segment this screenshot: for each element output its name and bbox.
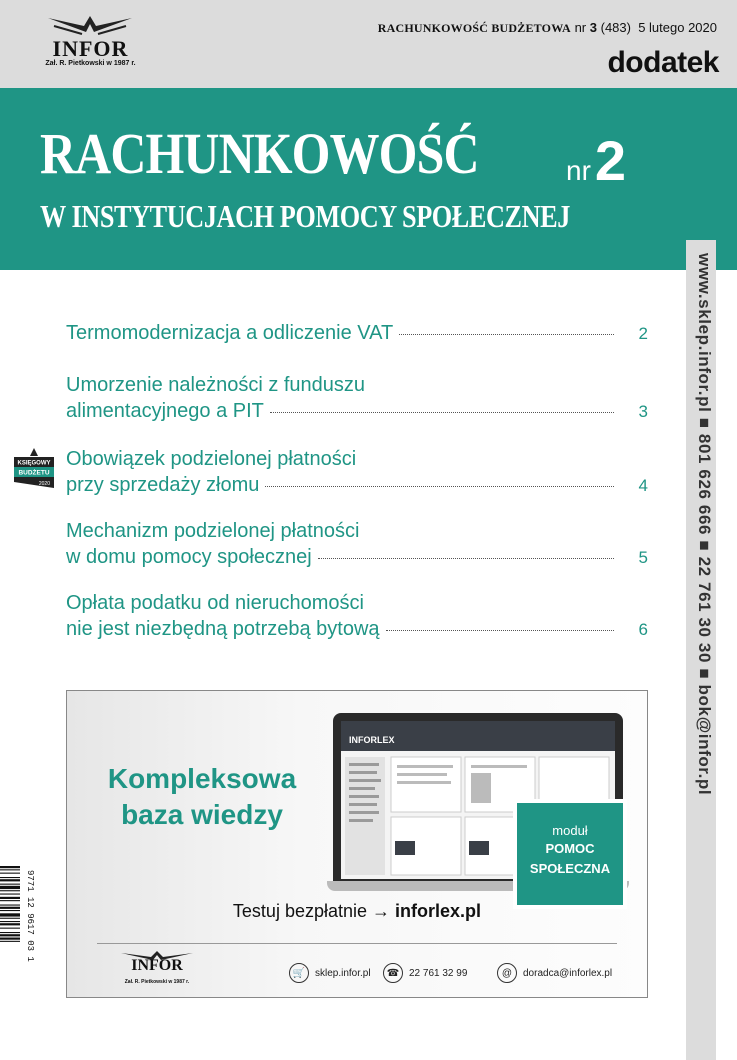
toc-item[interactable]: [66, 320, 648, 346]
ad-heading: [67, 761, 337, 833]
ad-divider: [97, 943, 617, 944]
toc-title: Umorzenie należności z funduszu: [66, 374, 366, 396]
module-name-line-1: POMOC: [545, 841, 595, 856]
module-label: moduł: [552, 823, 588, 838]
mail-icon: @: [497, 963, 517, 983]
cart-icon: 🛒: [289, 963, 309, 983]
barcode-bar: [0, 941, 20, 942]
barcode-bar: [0, 877, 20, 878]
toc-item[interactable]: [66, 590, 648, 642]
toc-title: nie jest niezbędną potrzebą bytową: [66, 618, 380, 640]
module-box: [513, 799, 627, 909]
barcode-bar: [0, 923, 20, 925]
ksiegowy-budzetu-badge: [14, 448, 54, 490]
contact-phone[interactable]: [383, 963, 467, 983]
contact-phone-text: 22 761 32 99: [409, 967, 468, 979]
toc-title: przy sprzedaży złomu: [66, 474, 260, 496]
barcode-bar: [0, 907, 20, 909]
barcode-digits: 9771 12 9617 03 1: [25, 870, 35, 962]
cta-text: Testuj bezpłatnie: [232, 901, 368, 921]
title-line-1: RACHUNKOWOŚĆ: [40, 121, 479, 186]
wings-icon: [46, 14, 134, 36]
contact-sidebar-text-wrap: [688, 253, 714, 796]
contact-mail[interactable]: [497, 963, 612, 983]
toc-title: Termomodernizacja a odliczenie VAT: [66, 322, 394, 344]
contact-shop[interactable]: [289, 963, 371, 983]
toc-item[interactable]: [66, 372, 648, 424]
contact-sidebar-text: www.sklep.infor.pl ■ 801 626 666 ■ 22 761 30 30 ■ bok@infor.pl: [695, 253, 714, 796]
barcode-bar: [0, 913, 20, 916]
ad-logo-text: INFOR: [131, 957, 183, 974]
issue-date: 5 lutego 2020: [638, 20, 717, 35]
toc-page: 4: [638, 476, 648, 495]
ad-infor-logo: [117, 951, 197, 989]
contact-mail-text: doradca@inforlex.pl: [523, 967, 613, 979]
ad-heading-line-1: Kompleksowa: [107, 763, 297, 794]
barcode-bar: [0, 886, 20, 889]
phone-icon: ☎: [383, 963, 403, 983]
toc-item[interactable]: [66, 518, 648, 570]
toc-title: Mechanizm podzielonej płatności: [66, 520, 360, 542]
toc-leader: [386, 630, 614, 631]
toc-title: Opłata podatku od nieruchomości: [66, 592, 364, 614]
title-number: [566, 128, 626, 193]
nr-label: nr: [574, 20, 587, 35]
issue-number: 3: [589, 20, 597, 35]
barcode-bar: [0, 897, 20, 899]
contact-shop-text: sklep.infor.pl: [315, 967, 371, 979]
issue-line: [378, 20, 717, 36]
barcode-bar: [0, 928, 20, 929]
inforlex-ad[interactable]: [66, 690, 648, 998]
infor-logo: [38, 14, 143, 74]
barcode-bar: [0, 918, 20, 919]
barcode-bar: [0, 921, 20, 922]
barcode-bar: [0, 890, 20, 891]
barcode-bar: [0, 894, 20, 895]
toc-item[interactable]: [66, 446, 648, 498]
publication-name: RACHUNKOWOŚĆ BUDŻETOWA: [377, 21, 571, 35]
logo-text: INFOR: [52, 36, 129, 61]
toc-page: 6: [638, 620, 648, 639]
barcode: [0, 866, 35, 1016]
barcode-bar: [0, 938, 20, 940]
title-nr-value: 2: [594, 129, 627, 192]
barcode-bar: [0, 905, 20, 906]
toc-page: 3: [638, 402, 648, 421]
screen-brand: INFORLEX: [341, 721, 615, 751]
badge-year: 2020: [38, 481, 50, 487]
barcode-bar: [0, 866, 20, 868]
toc-page: 2: [638, 324, 648, 343]
ad-heading-line-2: baza wiedzy: [121, 799, 283, 830]
toc-page: 5: [638, 548, 648, 567]
toc-leader: [399, 334, 614, 335]
logo-subtext: Zał. R. Pietkowski w 1987 r.: [45, 60, 136, 67]
module-name-line-2: SPOŁECZNA: [529, 861, 611, 876]
title-line-2: W INSTYTUCJACH POMOCY SPOŁECZNEJ: [40, 198, 570, 234]
toc-title: alimentacyjnego a PIT: [66, 400, 264, 422]
supplement-label: dodatek: [607, 46, 719, 79]
barcode-bar: [0, 879, 20, 881]
badge-line-1: KSIĘGOWY: [17, 460, 51, 467]
toc-leader: [318, 558, 614, 559]
barcode-bar: [0, 873, 20, 874]
title-nr-label: nr: [566, 155, 591, 186]
cta-url[interactable]: inforlex.pl: [395, 901, 482, 921]
barcode-bar: [0, 869, 20, 870]
barcode-bar: [0, 884, 20, 885]
barcode-bar: [0, 900, 20, 901]
barcode-bar: [0, 932, 20, 933]
barcode-bar: [0, 910, 20, 911]
toc-leader: [265, 486, 614, 487]
ad-cta[interactable]: [67, 901, 647, 922]
toc-title: w domu pomocy społecznej: [66, 546, 312, 568]
badge-line-2: BUDŻETU: [18, 469, 50, 477]
cta-arrow-icon: →: [372, 901, 391, 921]
issue-total: (483): [600, 20, 631, 35]
barcode-bar: [0, 934, 20, 936]
toc-title: Obowiązek podzielonej płatności: [66, 448, 357, 470]
toc-leader: [270, 412, 614, 413]
ad-logo-subtext: Zał. R. Pietkowski w 1987 r.: [124, 979, 190, 985]
